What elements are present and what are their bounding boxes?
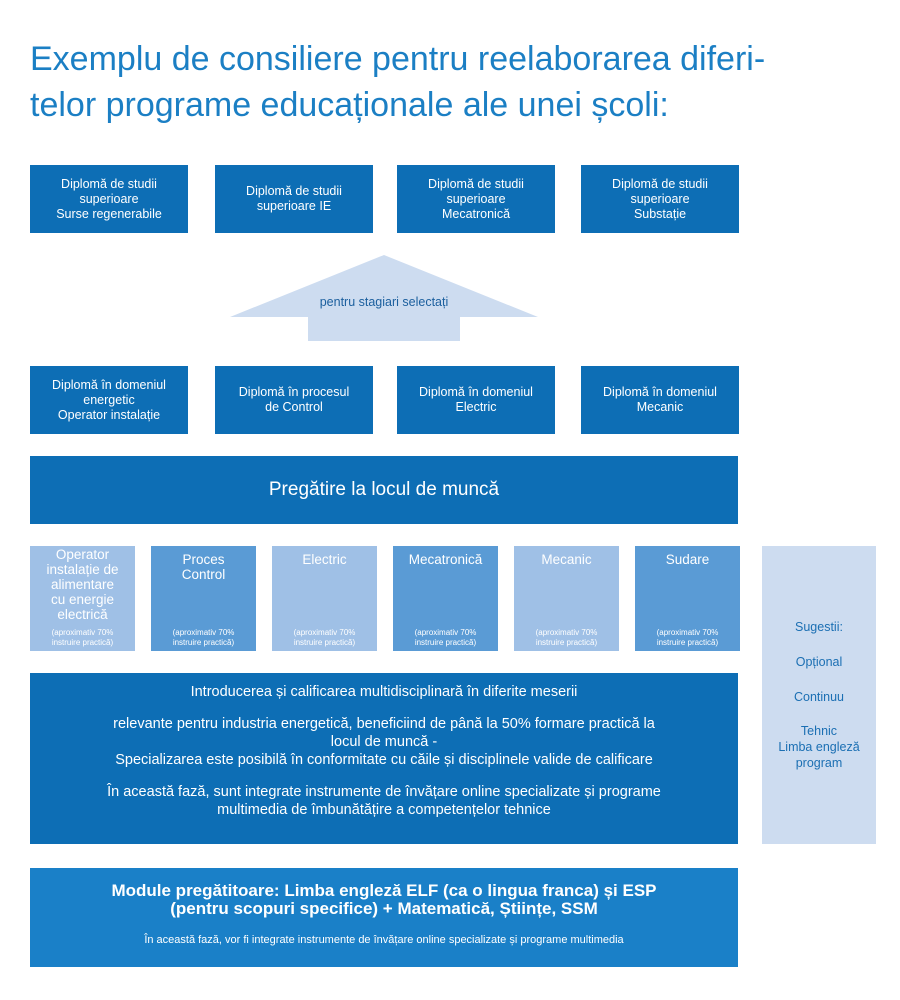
trade-name-line: instalație de bbox=[46, 562, 119, 577]
diploma-line: Diplomă în procesul bbox=[238, 385, 350, 399]
trade-name-line: Mecatronică bbox=[408, 552, 483, 567]
multidisciplinary-qualification-block bbox=[30, 673, 738, 844]
diploma-line: superioare bbox=[446, 191, 506, 206]
diploma-line: Diplomă de studii bbox=[612, 176, 708, 191]
qualification-specialization: Specializarea este posibilă în conformitate cu căile și disciplinele valide de calificare bbox=[115, 752, 653, 768]
suggestion-program: program bbox=[795, 756, 843, 770]
arrow-label: pentru stagiari selectați bbox=[319, 295, 449, 309]
modules-title-line-2: (pentru scopuri specifice) + Matematică, Științe, SSM bbox=[170, 899, 598, 918]
diploma-line: Substație bbox=[633, 206, 687, 221]
trade-mechanic bbox=[514, 546, 619, 651]
trade-name bbox=[395, 552, 496, 567]
trade-note-line: instruire practică) bbox=[535, 637, 598, 647]
trade-note-line: instruire practică) bbox=[293, 637, 356, 647]
suggestion-technical: Tehnic bbox=[800, 724, 838, 738]
trade-name bbox=[516, 552, 617, 567]
modules-note: În această fază, vor fi integrate instrumente de învățare online specializate și programe multimedia bbox=[144, 934, 624, 946]
trade-mechatronics bbox=[393, 546, 498, 651]
diploma-line: Diplomă de studii bbox=[246, 184, 342, 198]
diploma-line: de Control bbox=[265, 400, 323, 414]
trade-note bbox=[637, 628, 738, 647]
domain-diploma-electric bbox=[397, 366, 555, 434]
trade-note bbox=[153, 628, 254, 647]
diploma-line: Surse regenerabile bbox=[56, 206, 162, 221]
page-title-line-1: Exemplu de consiliere pentru reelaborarea diferi- bbox=[30, 40, 766, 78]
diploma-line: Mecanic bbox=[636, 400, 684, 414]
diploma-line: Operator instalație bbox=[57, 407, 161, 422]
page-title-line-2: telor programe educaționale ale unei școli: bbox=[30, 86, 669, 124]
preparatory-modules-block bbox=[30, 868, 738, 967]
trade-note bbox=[32, 628, 133, 647]
qualification-online-tools: În această fază, sunt integrate instrumente de învățare online specializate și programe bbox=[107, 784, 661, 800]
diploma-line: Diplomă în domeniul bbox=[419, 385, 533, 399]
trade-name bbox=[637, 552, 738, 567]
diploma-line: energetic bbox=[83, 392, 135, 407]
trade-name bbox=[32, 547, 133, 622]
qualification-relevance: relevante pentru industria energetică, beneficiind de până la 50% formare practică la bbox=[113, 716, 655, 732]
trade-welding bbox=[635, 546, 740, 651]
trade-note-line: (aproximativ 70% bbox=[51, 628, 114, 637]
diploma-line: superioare IE bbox=[256, 199, 332, 213]
modules-title-line-1: Module pregătitoare: Limba engleză ELF (ca o lingua franca) și ESP bbox=[111, 881, 657, 900]
diploma-line: Mecatronică bbox=[441, 206, 511, 221]
diploma-line: Diplomă în domeniul bbox=[603, 385, 717, 399]
trade-name-line: Sudare bbox=[665, 552, 710, 567]
trade-operator bbox=[30, 546, 135, 651]
domain-diploma-control bbox=[215, 366, 373, 434]
trade-electric bbox=[272, 546, 377, 651]
domain-diploma-energy bbox=[30, 366, 188, 434]
qualification-intro: Introducerea și calificarea multidisciplinară în diferite meserii bbox=[190, 684, 578, 700]
qualification-relevance-cont: locul de muncă - bbox=[330, 734, 438, 750]
trade-note-line: instruire practică) bbox=[172, 637, 235, 647]
trade-note bbox=[516, 628, 617, 647]
higher-diploma-mechatronics bbox=[397, 165, 555, 233]
trade-name-line: cu energie bbox=[50, 592, 115, 607]
trade-note bbox=[395, 628, 496, 647]
trade-name-line: Electric bbox=[302, 552, 347, 567]
trade-name-line: Proces bbox=[182, 552, 225, 567]
trade-note-line: (aproximativ 70% bbox=[172, 628, 235, 637]
diploma-line: Diplomă în domeniul bbox=[52, 377, 166, 392]
qualification-online-tools-cont: multimedia de îmbunătățire a competențelor tehnice bbox=[217, 802, 551, 818]
diploma-line: Diplomă de studii bbox=[61, 176, 157, 191]
diploma-line: Electric bbox=[455, 400, 497, 414]
trade-process-control bbox=[151, 546, 256, 651]
trade-name bbox=[153, 552, 254, 582]
suggestion-continuous: Continuu bbox=[793, 690, 845, 704]
suggestion-english: Limba engleză bbox=[778, 740, 860, 754]
suggestions-heading: Sugestii: bbox=[795, 620, 843, 634]
trade-note-line: (aproximativ 70% bbox=[414, 628, 477, 637]
page-title bbox=[30, 36, 880, 128]
suggestions-panel bbox=[762, 546, 876, 844]
trade-note-line: (aproximativ 70% bbox=[656, 628, 719, 637]
higher-diploma-substation bbox=[581, 165, 739, 233]
trade-name-line: alimentare bbox=[50, 577, 115, 592]
higher-diploma-renewables bbox=[30, 165, 188, 233]
trade-note-line: instruire practică) bbox=[414, 637, 477, 647]
trade-note-line: instruire practică) bbox=[656, 637, 719, 647]
diploma-line: superioare bbox=[630, 191, 690, 206]
diploma-line: superioare bbox=[79, 191, 139, 206]
higher-diploma-ie bbox=[215, 165, 373, 233]
trade-name-line: Operator bbox=[55, 547, 110, 562]
workplace-training-band: Pregătire la locul de muncă bbox=[30, 456, 738, 524]
trade-name bbox=[274, 552, 375, 567]
trade-note-line: (aproximativ 70% bbox=[535, 628, 598, 637]
trade-name-line: Mecanic bbox=[541, 552, 592, 567]
progression-arrow bbox=[230, 255, 538, 341]
diploma-line: Diplomă de studii bbox=[428, 176, 524, 191]
trade-note bbox=[274, 628, 375, 647]
trade-note-line: instruire practică) bbox=[51, 637, 114, 647]
domain-diploma-mechanic bbox=[581, 366, 739, 434]
suggestion-optional: Opțional bbox=[795, 655, 843, 669]
modules-title bbox=[30, 868, 738, 918]
trade-name-line: electrică bbox=[57, 607, 108, 622]
trade-note-line: (aproximativ 70% bbox=[293, 628, 356, 637]
trade-name-line: Control bbox=[181, 567, 226, 582]
